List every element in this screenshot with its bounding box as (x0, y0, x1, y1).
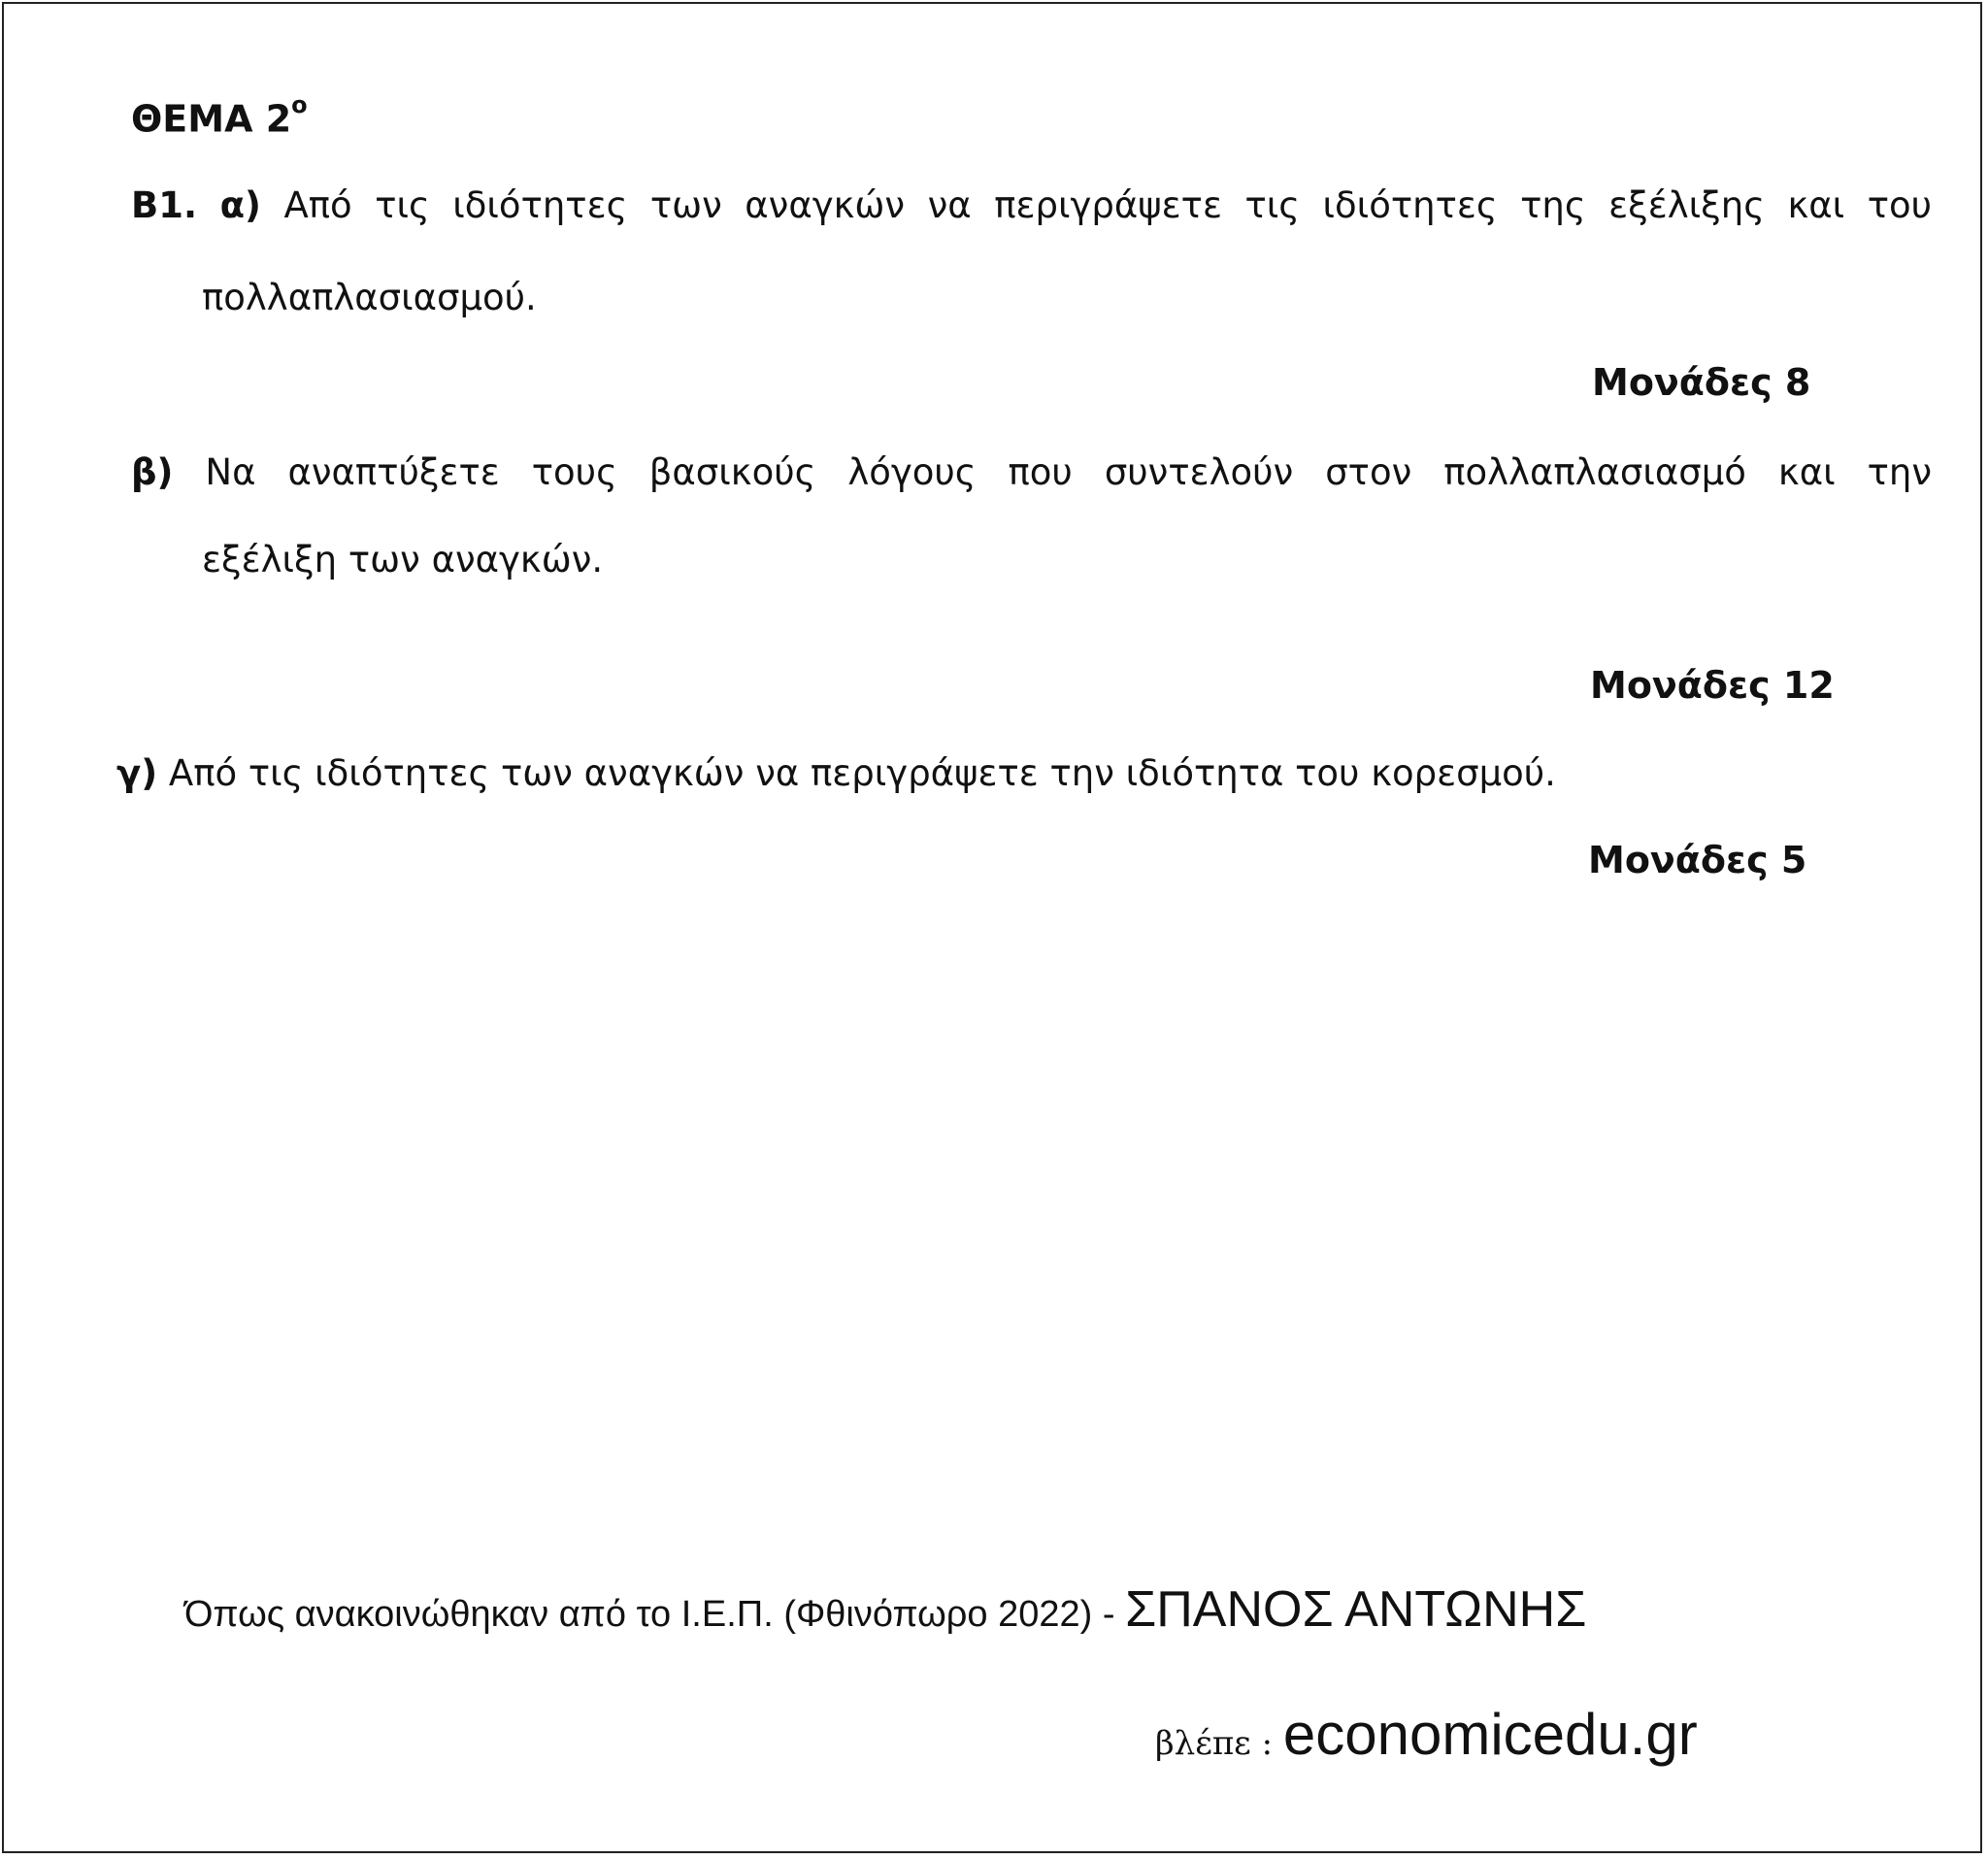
question-b-text: Να αναπτύξετε τους βασικούς λόγους που συντελούν στον πολλαπλασιασμό και την (205, 451, 1932, 493)
topic-heading-ordinal: ο (291, 91, 308, 118)
question-a-marks: Μονάδες 8 (1592, 361, 1811, 404)
footer-source-text: Όπως ανακοινώθηκαν από το Ι.Ε.Π. (Φθινόπωρο 2022) - (184, 1594, 1126, 1635)
topic-heading (131, 91, 308, 141)
question-b-line1 (131, 451, 1932, 493)
question-a-text: Από τις ιδιότητες των αναγκών να περιγράψετε τις ιδιότητες της εξέλιξης και του (283, 184, 1933, 226)
question-b-marks: Μονάδες 12 (1590, 664, 1835, 707)
question-c-text: Από τις ιδιότητες των αναγκών να περιγράψετε την ιδιότητα του κορεσμού. (168, 752, 1556, 794)
footer-see-label: βλέπε : (1155, 1724, 1283, 1763)
question-c-line1 (116, 752, 1556, 794)
footer-website: economicedu.gr (1282, 1702, 1698, 1767)
question-b-line2: εξέλιξη των αναγκών. (202, 539, 604, 581)
question-c-marks: Μονάδες 5 (1588, 839, 1807, 881)
topic-heading-label: ΘΕΜΑ 2 (131, 97, 292, 141)
footer-source (184, 1580, 1586, 1639)
footer-see (1155, 1701, 1698, 1768)
question-a-line2: πολλαπλασιασμού. (202, 277, 537, 318)
question-b-letter: β) (131, 451, 174, 493)
question-number: Β1. (131, 184, 198, 226)
footer-author: ΣΠΑΝΟΣ ΑΝΤΩΝΗΣ (1125, 1581, 1587, 1638)
question-a-letter: α) (219, 184, 261, 226)
question-a-line1 (131, 184, 1932, 226)
question-c-letter: γ) (116, 752, 158, 794)
